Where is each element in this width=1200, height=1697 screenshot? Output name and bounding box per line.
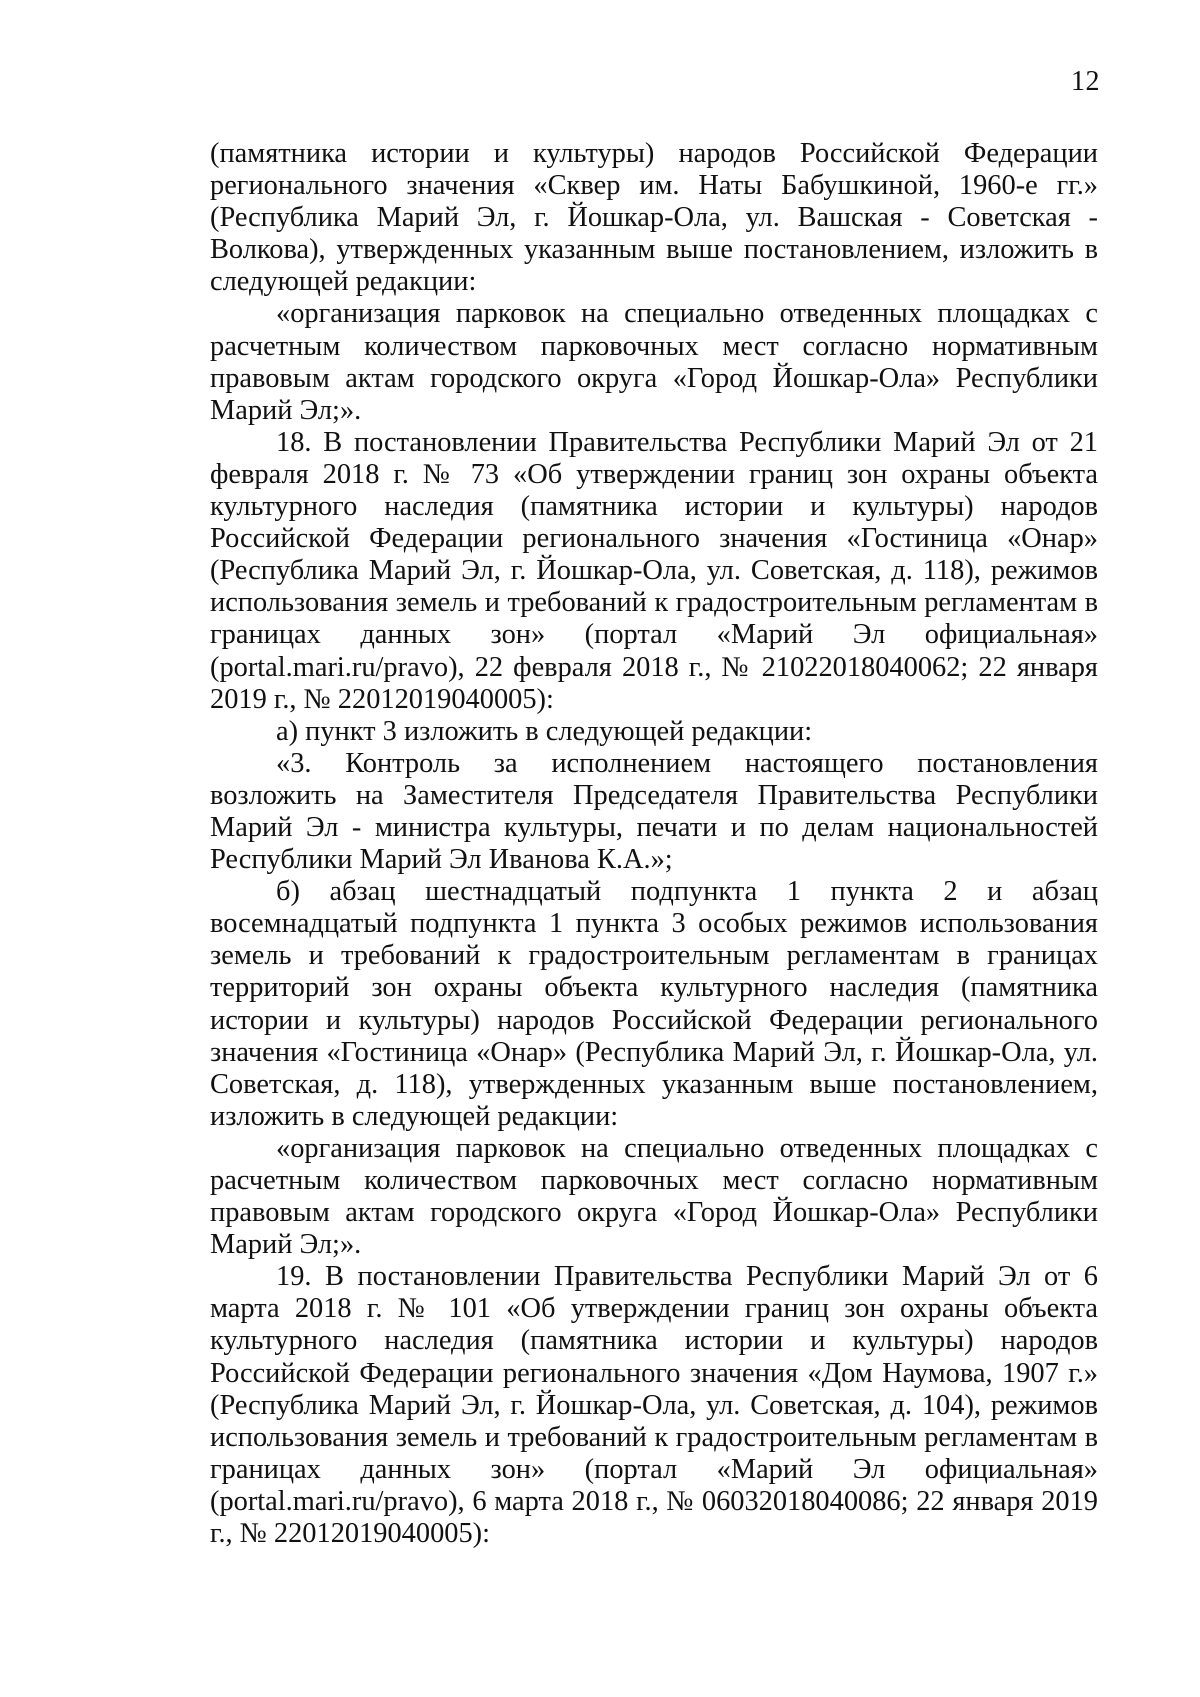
paragraph-continuation: (памятника истории и культуры) народов Российской Федерации регионального значения «Сквер им. Наты Бабушкиной, 1960-е гг.» (Республика Марий Эл, г. Йошкар-Ола, ул. Вашская - Советская - Волкова), утвержденных указанным выше постановлением, изложить в следующей редакции: [210,138,1098,298]
paragraph-item-19: 19. В постановлении Правительства Республики Марий Эл от 6 марта 2018 г. № 101 «Об утверждении границ зон охраны объекта культурного наследия (памятника истории и культуры) народов Российской Федерации регионального значения «Дом Наумова, 1907 г.» (Республика Марий Эл, г. Йошкар-Ола, ул. Советская, д. 104), режимов использования земель и требований к градостроительным регламентам в границах данных зон» (портал «Марий Эл официальная» (portal.mari.ru/pravo), 6 марта 2018 г., № 06032018040086; 22 января 2019 г., № 22012019040005): [210,1261,1098,1550]
paragraph-quote-parking-1: «организация парковок на специально отведенных площадках с расчетным количеством парковочных мест согласно нормативным правовым актам городского округа «Город Йошкар-Ола» Республики Марий Эл;». [210,298,1098,426]
paragraph-item-18: 18. В постановлении Правительства Республики Марий Эл от 21 февраля 2018 г. № 73 «Об утверждении границ зон охраны объекта культурного наследия (памятника истории и культуры) народов Российской Федерации регионального значения «Гостиница «Онар» (Республика Марий Эл, г. Йошкар-Ола, ул. Советская, д. 118), режимов использования земель и требований к градостроительным регламентам в границах данных зон» (портал «Марий Эл официальная» (portal.mari.ru/pravo), 22 февраля 2018 г., № 21022018040062; 22 января 2019 г., № 22012019040005): [210,426,1098,715]
paragraph-subitem-b: б) абзац шестнадцатый подпункта 1 пункта 2 и абзац восемнадцатый подпункта 1 пункта 3 особых режимов использования земель и требований к градостроительным регламентам в границах территорий зон охраны объекта культурного наследия (памятника истории и культуры) народов Российской Федерации регионального значения «Гостиница «Онар» (Республика Марий Эл, г. Йошкар-Ола, ул. Советская, д. 118), утвержденных указанным выше постановлением, изложить в следующей редакции: [210,876,1098,1132]
paragraph-subitem-a: а) пункт 3 изложить в следующей редакции: [276,715,813,747]
document-body [210,138,1098,1550]
paragraph-quote-parking-2: «организация парковок на специально отведенных площадках с расчетным количеством парковочных мест согласно нормативным правовым актам городского округа «Город Йошкар-Ола» Республики Марий Эл;». [210,1132,1098,1261]
page-number: 12 [1071,66,1100,97]
paragraph-quote-control: «3. Контроль за исполнением настоящего постановления возложить на Заместителя Председателя Правительства Республики Марий Эл - министра культуры, печати и по делам национальностей Республики Марий Эл Иванова К.А.»; [210,747,1098,876]
